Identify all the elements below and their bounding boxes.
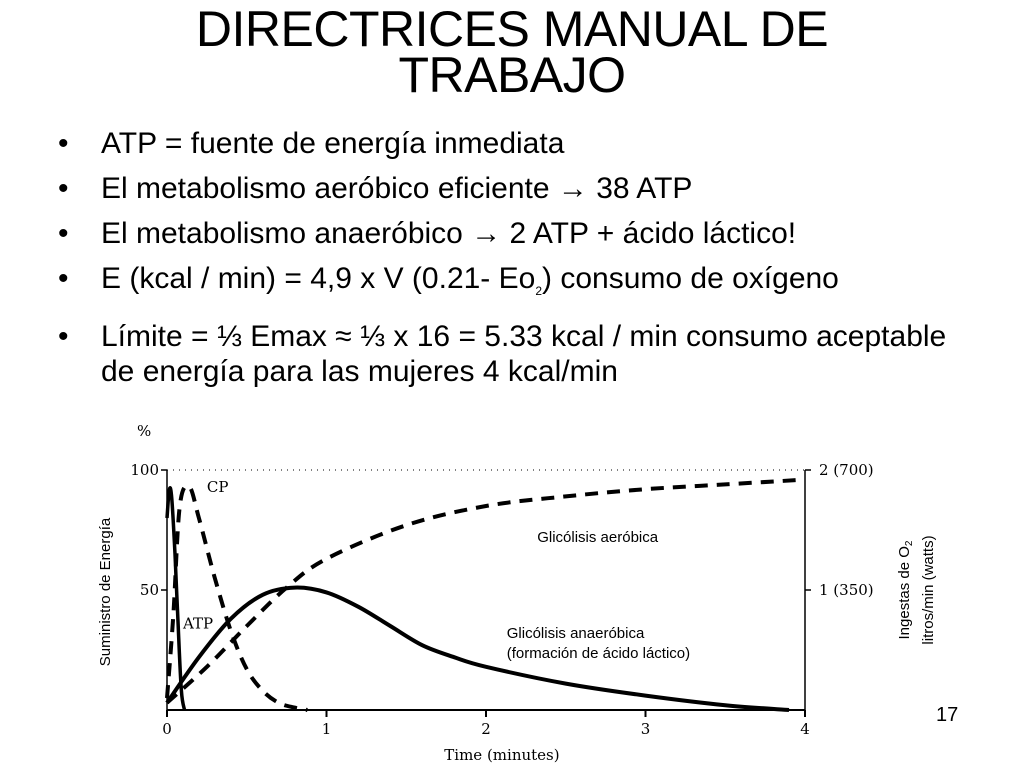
y-axis-label: Suministro de Energía xyxy=(97,517,114,667)
bullet-dot: • xyxy=(58,172,69,205)
slide-number: 17 xyxy=(936,704,959,726)
y-tick-label: 100 xyxy=(130,461,159,479)
annotation-atp: ATP xyxy=(182,614,214,633)
annotation-anaerobic-line2: (formación de ácido láctico) xyxy=(506,645,691,663)
bullet-item xyxy=(58,171,978,206)
bullet-text: El metabolismo aeróbico eficiente → 38 ATP xyxy=(101,172,693,205)
annotation-anaerobic-line1: Glicólisis anaeróbica xyxy=(506,625,645,643)
series-aerobic-glycolysis-line xyxy=(167,477,805,703)
bullet-text-end: ) consumo de oxígeno xyxy=(542,262,839,295)
y2-axis-label-line2: litros/min (watts) xyxy=(920,535,937,645)
bullet-text: Límite = ⅓ Emax ≈ ⅓ x 16 = 5.33 kcal / min consumo aceptable de energía para las mujeres 4 kcal/min xyxy=(101,320,947,388)
annotation-cp: CP xyxy=(206,477,229,496)
bullet-subscript: 2 xyxy=(535,284,543,298)
bullet-item xyxy=(58,126,978,161)
x-tick-label: 0 xyxy=(162,720,172,738)
title-line-2: TRABAJO xyxy=(398,47,626,103)
bullet-item xyxy=(58,216,978,251)
bullet-text: ATP = fuente de energía inmediata xyxy=(101,127,565,160)
slide-title xyxy=(0,1,1024,103)
bullet-list xyxy=(58,126,978,399)
bullet-dot: • xyxy=(58,217,69,250)
energy-supply-chart xyxy=(90,420,950,765)
x-tick-label: 1 xyxy=(321,720,332,738)
bullet-item xyxy=(58,319,978,389)
y2-tick-label: 1 (350) xyxy=(819,581,874,599)
y2-axis-label-line1: Ingestas de $O_2$ xyxy=(896,540,915,640)
title-line-1: DIRECTRICES MANUAL DE xyxy=(195,1,829,57)
x-tick-label: 2 xyxy=(481,720,491,738)
annotation-aerobic-glycolysis: Glicólisis aeróbica xyxy=(537,529,659,547)
series-anaerobic-glycolysis-line xyxy=(167,588,789,710)
series-cp-line xyxy=(167,486,307,710)
bullet-text-start: E (kcal / min) = 4,9 x V (0.21- Eo xyxy=(101,262,536,295)
bullet-dot: • xyxy=(58,262,69,295)
bullet-dot: • xyxy=(58,320,69,353)
x-tick-label: 4 xyxy=(800,720,810,738)
y-unit-label: % xyxy=(137,422,152,440)
bullet-text: El metabolismo anaeróbico → 2 ATP + ácido láctico! xyxy=(101,217,797,250)
x-axis-label: Time (minutes) xyxy=(444,746,560,764)
bullet-item xyxy=(58,261,978,309)
y2-tick-label: 2 (700) xyxy=(819,461,874,479)
y-tick-label: 50 xyxy=(139,581,159,599)
bullet-dot: • xyxy=(58,127,69,160)
x-tick-label: 3 xyxy=(640,720,651,738)
